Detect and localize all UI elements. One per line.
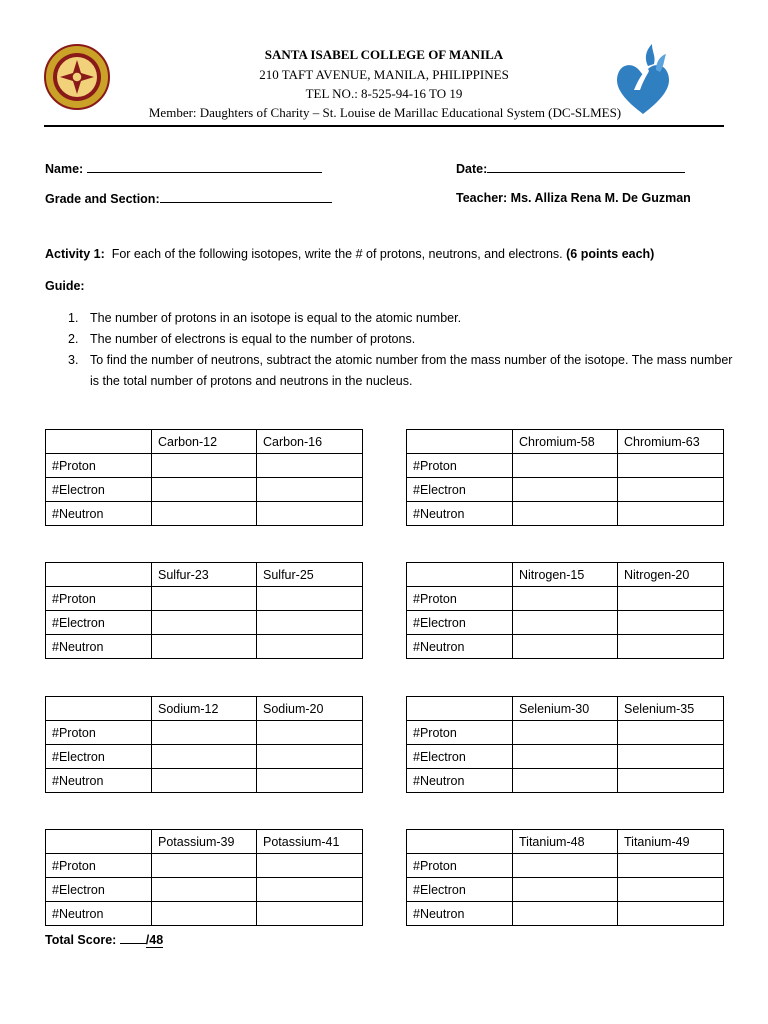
name-blank[interactable] bbox=[87, 161, 322, 173]
guide-title: Guide: bbox=[45, 279, 85, 293]
answer-cell[interactable] bbox=[257, 587, 363, 611]
date-label: Date: bbox=[456, 162, 488, 176]
membership-line: Member: Daughters of Charity – St. Louise de Marillac Educational System (DC-SLMES) bbox=[148, 105, 622, 120]
header-empty-cell bbox=[407, 563, 513, 587]
row-label: #Proton bbox=[407, 721, 513, 745]
row-label: #Electron bbox=[46, 478, 152, 502]
row-label: #Proton bbox=[46, 454, 152, 478]
school-telephone: TEL NO.: 8-525-94-16 TO 19 bbox=[305, 86, 463, 101]
answer-cell[interactable] bbox=[513, 478, 618, 502]
answer-cell[interactable] bbox=[257, 878, 363, 902]
answer-cell[interactable] bbox=[257, 769, 363, 793]
answer-cell[interactable] bbox=[257, 635, 363, 659]
activity-instruction: For each of the following isotopes, write the # of protons, neutrons, and electrons. bbox=[111, 247, 563, 261]
answer-cell[interactable] bbox=[618, 854, 724, 878]
row-label: #Neutron bbox=[46, 635, 152, 659]
row-label: #Electron bbox=[46, 611, 152, 635]
row-label: #Electron bbox=[46, 878, 152, 902]
answer-cell[interactable] bbox=[257, 902, 363, 926]
isotope-header: Potassium-41 bbox=[257, 830, 363, 854]
row-label: #Proton bbox=[46, 587, 152, 611]
total-score bbox=[45, 932, 163, 947]
answer-cell[interactable] bbox=[152, 478, 257, 502]
isotope-header: Chromium-58 bbox=[513, 430, 618, 454]
isotope-header: Sulfur-25 bbox=[257, 563, 363, 587]
answer-cell[interactable] bbox=[618, 745, 724, 769]
answer-cell[interactable] bbox=[513, 745, 618, 769]
isotope-header: Sodium-12 bbox=[152, 697, 257, 721]
guide-item-text: The number of protons in an isotope is equal to the atomic number. bbox=[90, 311, 462, 325]
activity-line bbox=[45, 247, 654, 261]
guide-list bbox=[45, 308, 735, 392]
row-label: #Electron bbox=[407, 745, 513, 769]
activity-label: Activity 1: bbox=[45, 247, 105, 261]
answer-cell[interactable] bbox=[152, 454, 257, 478]
isotope-table-selenium bbox=[406, 696, 724, 793]
row-label: #Neutron bbox=[407, 502, 513, 526]
answer-cell[interactable] bbox=[257, 611, 363, 635]
isotope-table-sodium bbox=[45, 696, 363, 793]
guide-item bbox=[45, 350, 735, 392]
name-label: Name: bbox=[45, 162, 84, 176]
row-label: #Proton bbox=[407, 587, 513, 611]
date-field bbox=[456, 161, 685, 176]
row-label: #Neutron bbox=[46, 769, 152, 793]
score-blank[interactable] bbox=[120, 932, 146, 944]
activity-points: (6 points each) bbox=[566, 247, 655, 261]
answer-cell[interactable] bbox=[257, 721, 363, 745]
isotope-header: Titanium-49 bbox=[618, 830, 724, 854]
answer-cell[interactable] bbox=[152, 878, 257, 902]
isotope-table-carbon bbox=[45, 429, 363, 526]
school-address: 210 TAFT AVENUE, MANILA, PHILIPPINES bbox=[259, 67, 509, 82]
isotope-table-nitrogen bbox=[406, 562, 724, 659]
name-field bbox=[45, 161, 322, 176]
isotope-header: Selenium-35 bbox=[618, 697, 724, 721]
answer-cell[interactable] bbox=[152, 587, 257, 611]
teacher-name: Teacher: Ms. Alliza Rena M. De Guzman bbox=[456, 191, 691, 205]
answer-cell[interactable] bbox=[618, 611, 724, 635]
isotope-header: Potassium-39 bbox=[152, 830, 257, 854]
isotope-header: Chromium-63 bbox=[618, 430, 724, 454]
answer-cell[interactable] bbox=[513, 611, 618, 635]
guide-item-text: To find the number of neutrons, subtract the atomic number from the mass number of the isotope. The mass number is the total number of protons and neutrons in the nucleus. bbox=[90, 353, 733, 388]
row-label: #Proton bbox=[46, 721, 152, 745]
answer-cell[interactable] bbox=[152, 854, 257, 878]
guide-item-number: 1. bbox=[68, 311, 79, 325]
answer-cell[interactable] bbox=[257, 745, 363, 769]
answer-cell[interactable] bbox=[152, 502, 257, 526]
school-name: SANTA ISABEL COLLEGE OF MANILA bbox=[264, 47, 504, 62]
grade-section-blank[interactable] bbox=[160, 191, 332, 203]
isotope-header: Nitrogen-20 bbox=[618, 563, 724, 587]
header-empty-cell bbox=[407, 830, 513, 854]
header-empty-cell bbox=[46, 697, 152, 721]
answer-cell[interactable] bbox=[257, 854, 363, 878]
answer-cell[interactable] bbox=[257, 502, 363, 526]
guide-item-text: The number of electrons is equal to the number of protons. bbox=[90, 332, 416, 346]
row-label: #Proton bbox=[407, 454, 513, 478]
header-empty-cell bbox=[46, 430, 152, 454]
isotope-table-titanium bbox=[406, 829, 724, 926]
row-label: #Neutron bbox=[46, 502, 152, 526]
answer-cell[interactable] bbox=[513, 721, 618, 745]
isotope-table-chromium bbox=[406, 429, 724, 526]
answer-cell[interactable] bbox=[513, 587, 618, 611]
answer-cell[interactable] bbox=[618, 635, 724, 659]
isotope-header: Nitrogen-15 bbox=[513, 563, 618, 587]
row-label: #Proton bbox=[46, 854, 152, 878]
answer-cell[interactable] bbox=[513, 854, 618, 878]
answer-cell[interactable] bbox=[618, 478, 724, 502]
answer-cell[interactable] bbox=[513, 635, 618, 659]
answer-cell[interactable] bbox=[152, 611, 257, 635]
isotope-header: Sulfur-23 bbox=[152, 563, 257, 587]
answer-cell[interactable] bbox=[152, 721, 257, 745]
isotope-table-sulfur bbox=[45, 562, 363, 659]
row-label: #Neutron bbox=[407, 635, 513, 659]
guide-item-number: 2. bbox=[68, 332, 79, 346]
guide-item bbox=[45, 308, 735, 329]
row-label: #Electron bbox=[407, 478, 513, 502]
answer-cell[interactable] bbox=[152, 902, 257, 926]
row-label: #Neutron bbox=[407, 902, 513, 926]
date-blank[interactable] bbox=[487, 161, 685, 173]
header-empty-cell bbox=[46, 830, 152, 854]
isotope-header: Carbon-12 bbox=[152, 430, 257, 454]
row-label: #Neutron bbox=[46, 902, 152, 926]
answer-cell[interactable] bbox=[257, 478, 363, 502]
row-label: #Neutron bbox=[407, 769, 513, 793]
row-label: #Electron bbox=[46, 745, 152, 769]
guide-item bbox=[45, 329, 735, 350]
answer-cell[interactable] bbox=[152, 745, 257, 769]
answer-cell[interactable] bbox=[513, 502, 618, 526]
isotope-header: Carbon-16 bbox=[257, 430, 363, 454]
total-score-max: /48 bbox=[145, 933, 164, 947]
answer-cell[interactable] bbox=[257, 454, 363, 478]
header-divider bbox=[44, 125, 724, 127]
answer-cell[interactable] bbox=[513, 902, 618, 926]
answer-cell[interactable] bbox=[618, 587, 724, 611]
header-empty-cell bbox=[407, 430, 513, 454]
answer-cell[interactable] bbox=[618, 902, 724, 926]
header-empty-cell bbox=[46, 563, 152, 587]
answer-cell[interactable] bbox=[513, 769, 618, 793]
answer-cell[interactable] bbox=[618, 502, 724, 526]
grade-section-field bbox=[45, 191, 332, 206]
isotope-table-potassium bbox=[45, 829, 363, 926]
answer-cell[interactable] bbox=[513, 454, 618, 478]
isotope-header: Sodium-20 bbox=[257, 697, 363, 721]
isotope-header: Titanium-48 bbox=[513, 830, 618, 854]
answer-cell[interactable] bbox=[618, 454, 724, 478]
answer-cell[interactable] bbox=[152, 769, 257, 793]
answer-cell[interactable] bbox=[618, 878, 724, 902]
header-empty-cell bbox=[407, 697, 513, 721]
row-label: #Proton bbox=[407, 854, 513, 878]
total-score-label: Total Score: bbox=[45, 933, 117, 947]
answer-cell[interactable] bbox=[618, 721, 724, 745]
answer-cell[interactable] bbox=[618, 769, 724, 793]
row-label: #Electron bbox=[407, 878, 513, 902]
grade-section-label: Grade and Section: bbox=[45, 192, 160, 206]
answer-cell[interactable] bbox=[513, 878, 618, 902]
row-label: #Electron bbox=[407, 611, 513, 635]
isotope-header: Selenium-30 bbox=[513, 697, 618, 721]
answer-cell[interactable] bbox=[152, 635, 257, 659]
guide-item-number: 3. bbox=[68, 353, 79, 367]
